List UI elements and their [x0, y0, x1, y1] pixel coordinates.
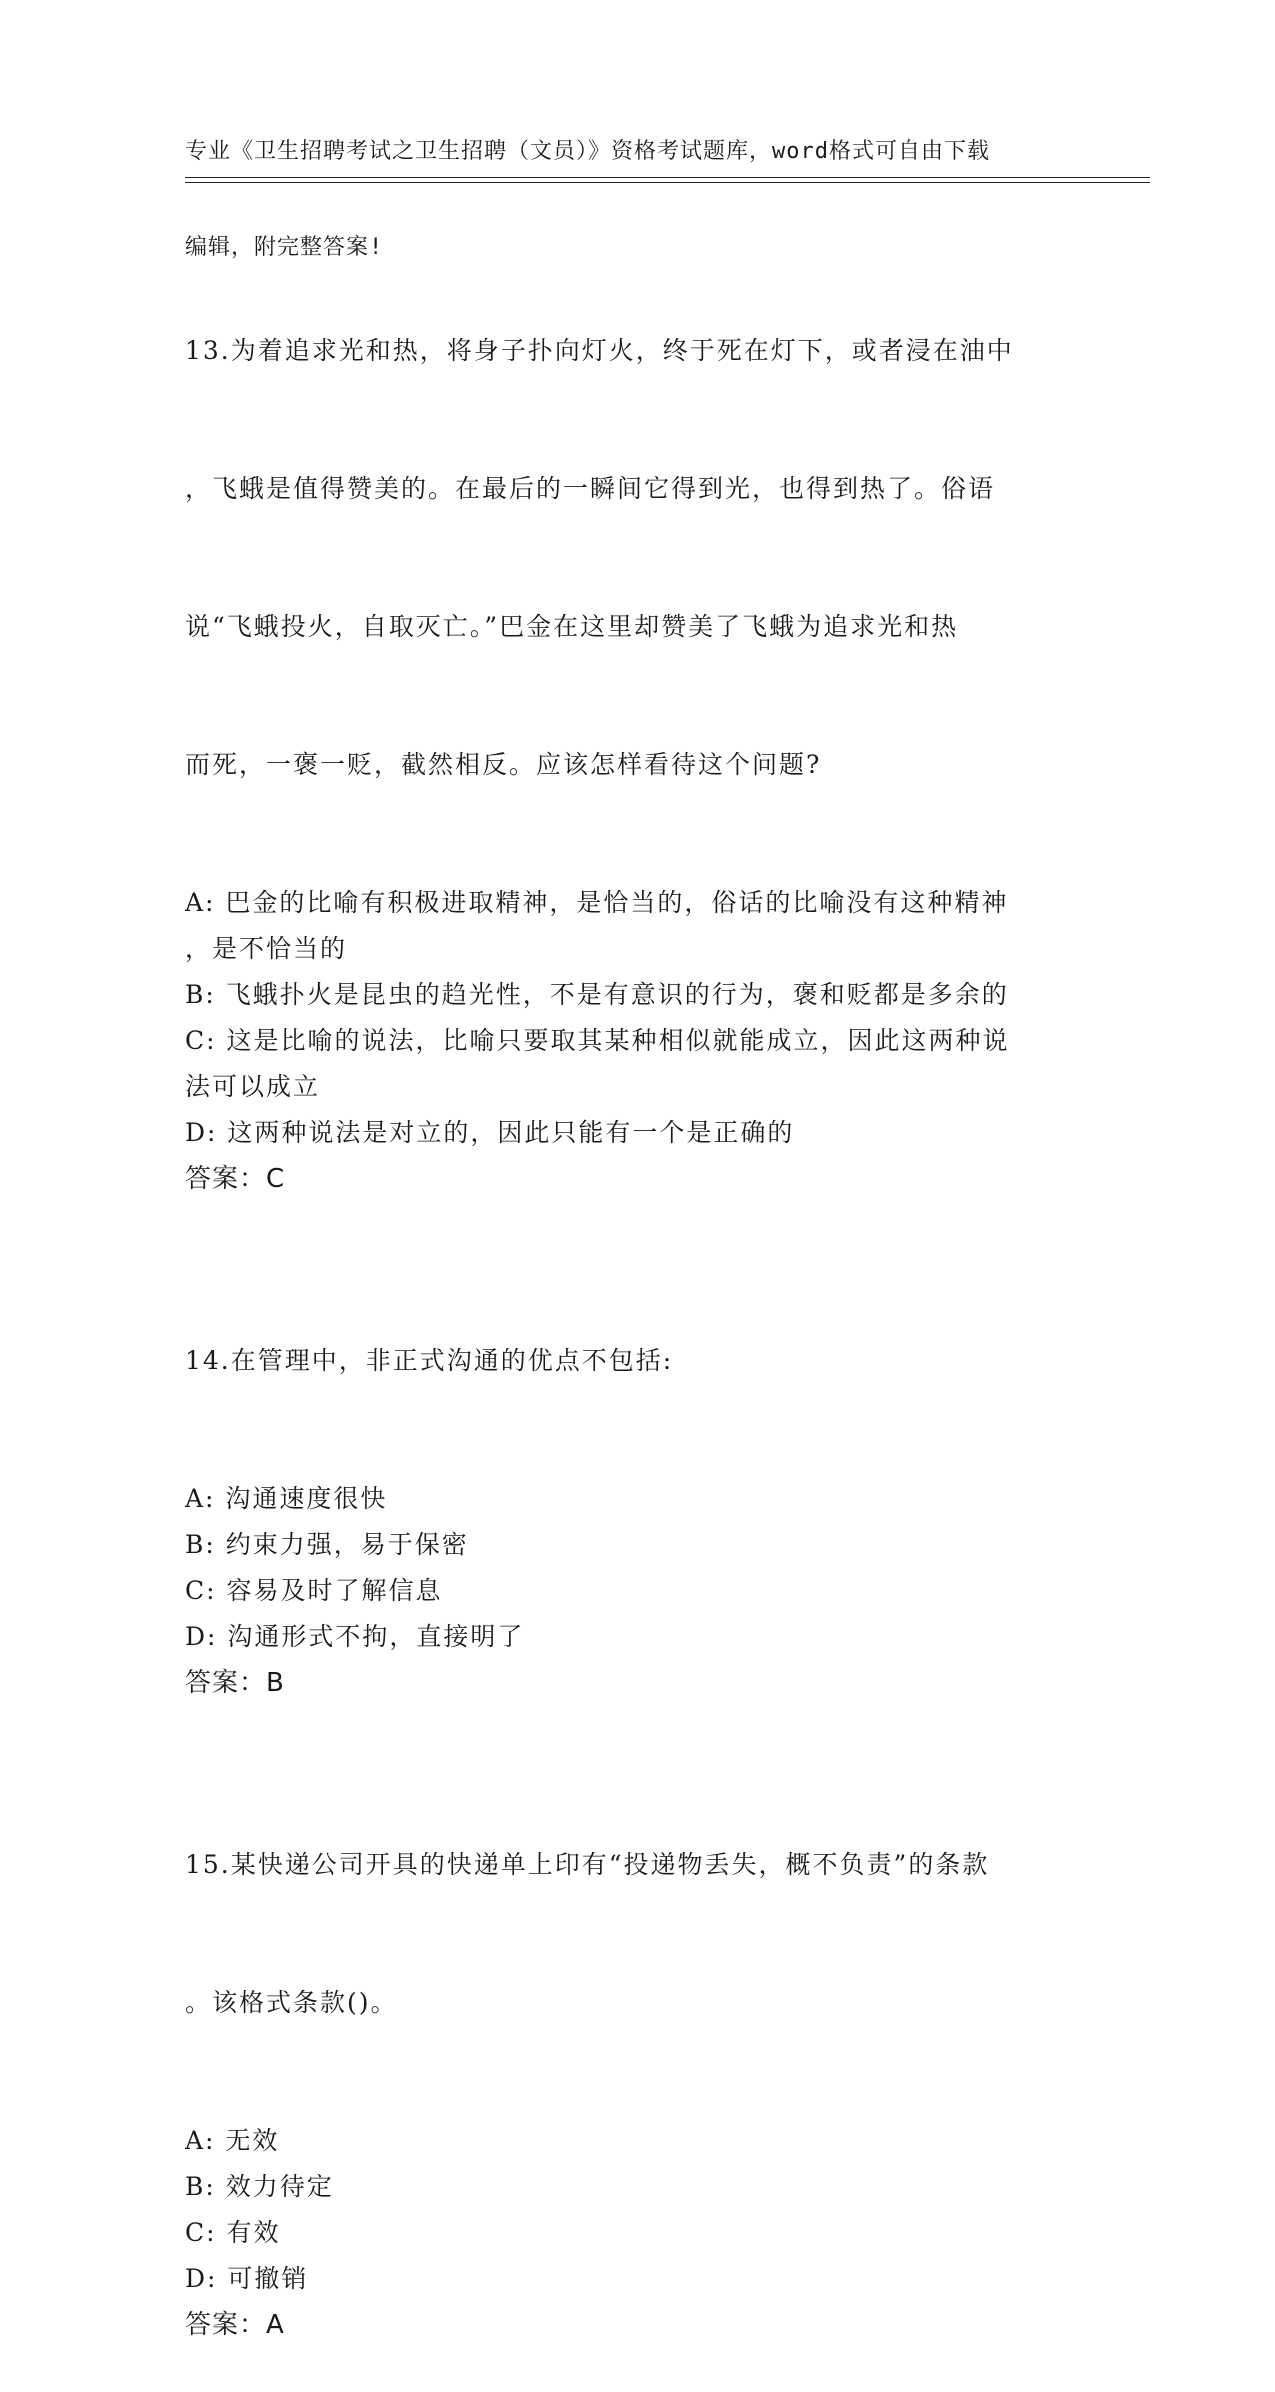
question-stem: [185, 1750, 1085, 2118]
option-d: D: 可撤销: [185, 2264, 309, 2293]
question-13: [185, 236, 1085, 1202]
option-d: D: 这两种说法是对立的，因此只能有一个是正确的: [185, 1118, 795, 1147]
stem-line: 说“飞蛾投火，自取灭亡。”巴金在这里却赞美了飞蛾为追求光和热: [185, 612, 959, 641]
option-b: B: 飞蛾扑火是昆虫的趋光性，不是有意识的行为，褒和贬都是多余的: [185, 980, 1009, 1009]
stem-line: 。该格式条款()。: [185, 1988, 398, 2017]
header-line-1: 专业《卫生招聘考试之卫生招聘（文员）》资格考试题库，word格式可自由下载: [185, 139, 990, 164]
question-list: [185, 236, 1085, 2392]
header-line-2: 编辑，附完整答案!: [185, 235, 384, 260]
answer-line: 答案：A: [185, 2310, 285, 2340]
stem-line: 而死，一褒一贬，截然相反。应该怎样看待这个问题?: [185, 750, 822, 779]
stem-line: ，飞蛾是值得赞美的。在最后的一瞬间它得到光，也得到热了。俗语: [185, 474, 996, 503]
option-d: D: 沟通形式不拘，直接明了: [185, 1622, 525, 1651]
option-b: B: 效力待定: [185, 2172, 334, 2201]
option-c: C: 容易及时了解信息: [185, 1576, 443, 1605]
option-c: C: 有效: [185, 2218, 281, 2247]
header-divider-top: [185, 177, 1150, 178]
answer-line: 答案：C: [185, 1164, 286, 1194]
stem-line: 15.某快递公司开具的快递单上印有“投递物丢失，概不负责”的条款: [185, 1850, 990, 1879]
option-b: B: 约束力强，易于保密: [185, 1530, 469, 1559]
option-c-cont: 法可以成立: [185, 1072, 321, 1101]
question-stem: [185, 1246, 1085, 1476]
answer-line: 答案：B: [185, 1668, 285, 1698]
stem-line: 14.在管理中，非正式沟通的优点不包括:: [185, 1346, 674, 1375]
option-a: A: 沟通速度很快: [185, 1484, 388, 1513]
question-14: [185, 1246, 1085, 1706]
question-15: [185, 1750, 1085, 2348]
question-stem: [185, 236, 1085, 880]
option-c: C: 这是比喻的说法，比喻只要取其某种相似就能成立，因此这两种说: [185, 1026, 1010, 1055]
header-divider-bottom: [185, 182, 1150, 183]
option-a: A: 巴金的比喻有积极进取精神，是恰当的，俗话的比喻没有这种精神: [185, 888, 1009, 917]
stem-line: 13.为着追求光和热，将身子扑向灯火，终于死在灯下，或者浸在油中: [185, 336, 1014, 365]
option-a: A: 无效: [185, 2126, 280, 2155]
option-a-cont: ，是不恰当的: [185, 934, 348, 963]
